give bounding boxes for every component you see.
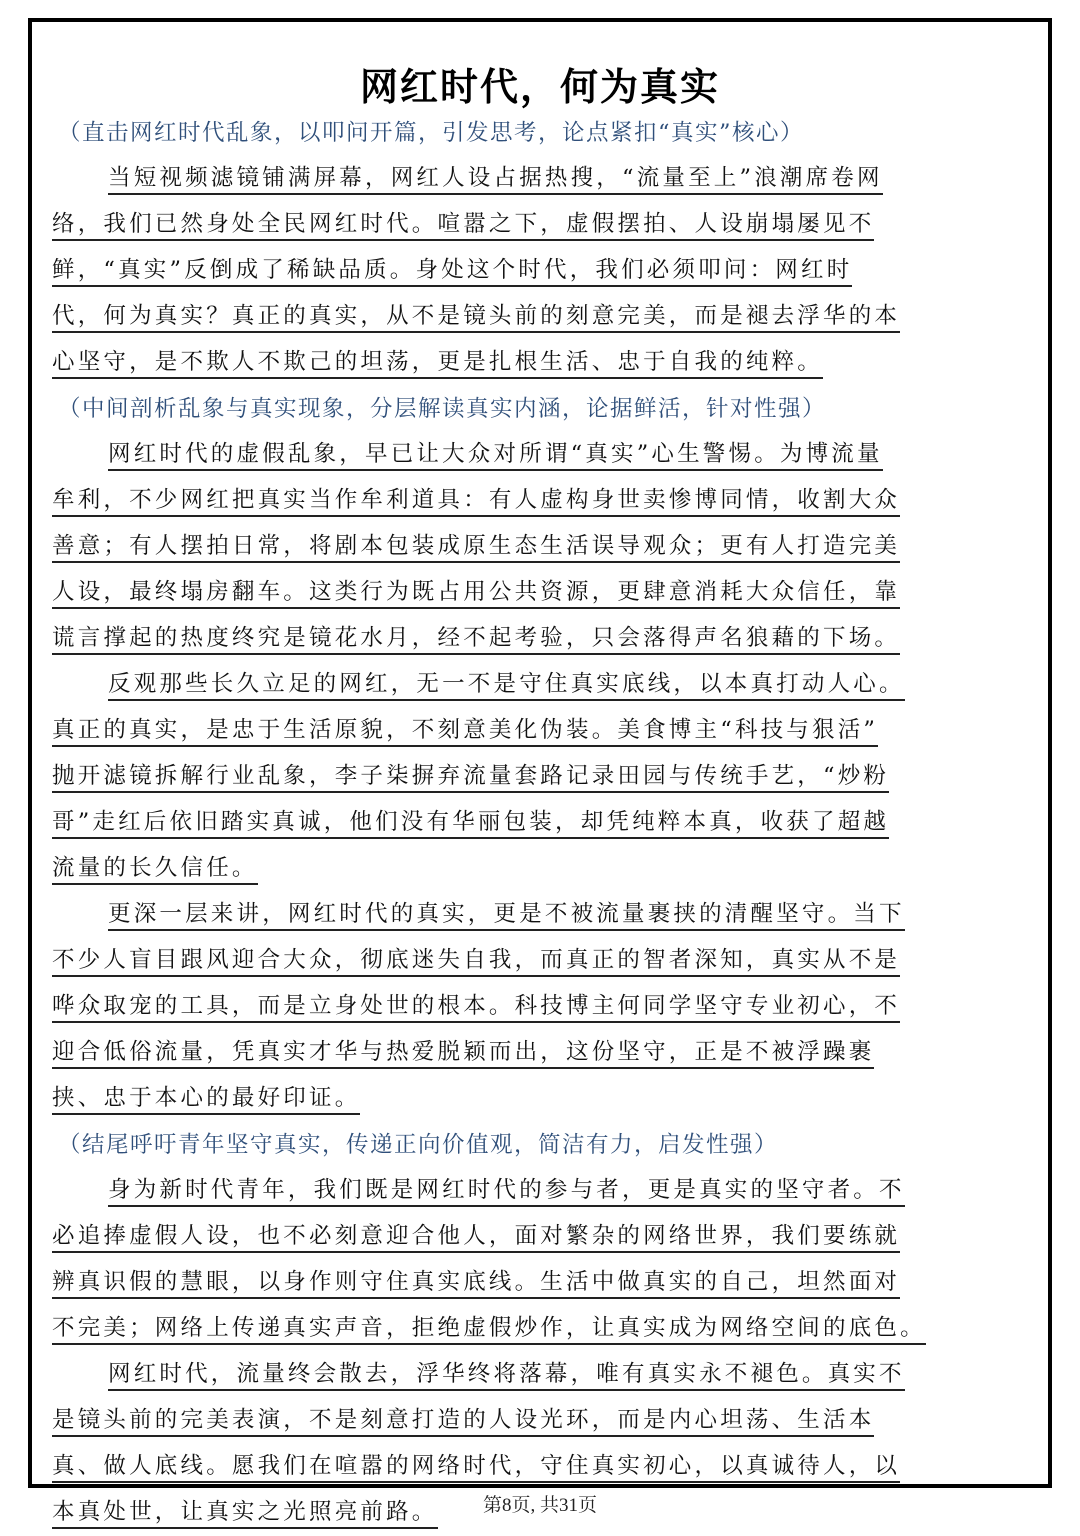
text-line: 哗众取宠的工具，而是立身处世的根本。科技博主何同学坚守专业初心，不 bbox=[52, 984, 1014, 1030]
text-line: 哥”走红后依旧踏实真诚，他们没有华丽包装，却凭纯粹本真，收获了超越 bbox=[52, 800, 1014, 846]
text-line: 迎合低俗流量，凭真实才华与热爱脱颖而出，这份坚守，正是不被浮躁裹 bbox=[52, 1030, 1014, 1076]
text-line: 真、做人底线。愿我们在喧嚣的网络时代，守住真实初心，以真诚待人，以 bbox=[52, 1444, 1014, 1490]
essay-body bbox=[52, 110, 1014, 1536]
text-line: 人设，最终塌房翻车。这类行为既占用公共资源，更肆意消耗大众信任，靠 bbox=[52, 570, 1014, 616]
text-line: 不少人盲目跟风迎合大众，彻底迷失自我，而真正的智者深知，真实从不是 bbox=[52, 938, 1014, 984]
annotation-note: （结尾呼吁青年坚守真实，传递正向价值观，简洁有力，启发性强） bbox=[58, 1132, 779, 1158]
text-line: 网红时代的虚假乱象，早已让大众对所谓“真实”心生警惕。为博流量 bbox=[52, 432, 1014, 478]
text-line: 网红时代，流量终会散去，浮华终将落幕，唯有真实永不褪色。真实不 bbox=[52, 1352, 1014, 1398]
paragraph bbox=[52, 432, 1014, 662]
text-line: 当短视频滤镜铺满屏幕，网红人设占据热搜，“流量至上”浪潮席卷网 bbox=[52, 156, 1014, 202]
text-line: 代，何为真实？真正的真实，从不是镜头前的刻意完美，而是褪去浮华的本 bbox=[52, 294, 1014, 340]
paragraph bbox=[52, 662, 1014, 892]
annotation-note: （直击网红时代乱象，以叩问开篇，引发思考，论点紧扣“真实”核心） bbox=[58, 120, 805, 146]
text-line: 真正的真实，是忠于生活原貌，不刻意美化伪装。美食博主“科技与狠活” bbox=[52, 708, 1014, 754]
text-line: 络，我们已然身处全民网红时代。喧嚣之下，虚假摆拍、人设崩塌屡见不 bbox=[52, 202, 1014, 248]
text-line: 善意；有人摆拍日常，将剧本包装成原生态生活误导观众；更有人打造完美 bbox=[52, 524, 1014, 570]
text-line: 抛开滤镜拆解行业乱象，李子柒摒弃流量套路记录田园与传统手艺，“炒粉 bbox=[52, 754, 1014, 800]
text-line: 反观那些长久立足的网红，无一不是守住真实底线，以本真打动人心。 bbox=[52, 662, 1014, 708]
text-line: 流量的长久信任。 bbox=[52, 846, 1014, 892]
essay-title: 网红时代，何为真实 bbox=[359, 65, 720, 109]
text-line: 本真处世，让真实之光照亮前路。 bbox=[52, 1490, 1014, 1536]
text-line: 谎言撑起的热度终究是镜花水月，经不起考验，只会落得声名狼藉的下场。 bbox=[52, 616, 1014, 662]
paragraph bbox=[52, 892, 1014, 1122]
text-line: 必追捧虚假人设，也不必刻意迎合他人，面对繁杂的网络世界，我们要练就 bbox=[52, 1214, 1014, 1260]
text-line: 是镜头前的完美表演，不是刻意打造的人设光环，而是内心坦荡、生活本 bbox=[52, 1398, 1014, 1444]
paragraph bbox=[52, 1168, 1014, 1352]
paragraph bbox=[52, 156, 1014, 386]
text-line: 身为新时代青年，我们既是网红时代的参与者，更是真实的坚守者。不 bbox=[52, 1168, 1014, 1214]
text-line: 挟、忠于本心的最好印证。 bbox=[52, 1076, 1014, 1122]
text-line: 更深一层来讲，网红时代的真实，更是不被流量裹挟的清醒坚守。当下 bbox=[52, 892, 1014, 938]
text-line: 心坚守，是不欺人不欺己的坦荡，更是扎根生活、忠于自我的纯粹。 bbox=[52, 340, 1014, 386]
text-line: 不完美；网络上传递真实声音，拒绝虚假炒作，让真实成为网络空间的底色。 bbox=[52, 1306, 1014, 1352]
annotation-note: （中间剖析乱象与真实现象，分层解读真实内涵，论据鲜活，针对性强） bbox=[58, 396, 827, 422]
text-line: 牟利，不少网红把真实当作牟利道具：有人虚构身世卖惨博同情，收割大众 bbox=[52, 478, 1014, 524]
text-line: 辨真识假的慧眼，以身作则守住真实底线。生活中做真实的自己，坦然面对 bbox=[52, 1260, 1014, 1306]
text-line: 鲜，“真实”反倒成了稀缺品质。身处这个时代，我们必须叩问：网红时 bbox=[52, 248, 1014, 294]
page-number: 第8页, 共31页 bbox=[482, 1495, 597, 1516]
